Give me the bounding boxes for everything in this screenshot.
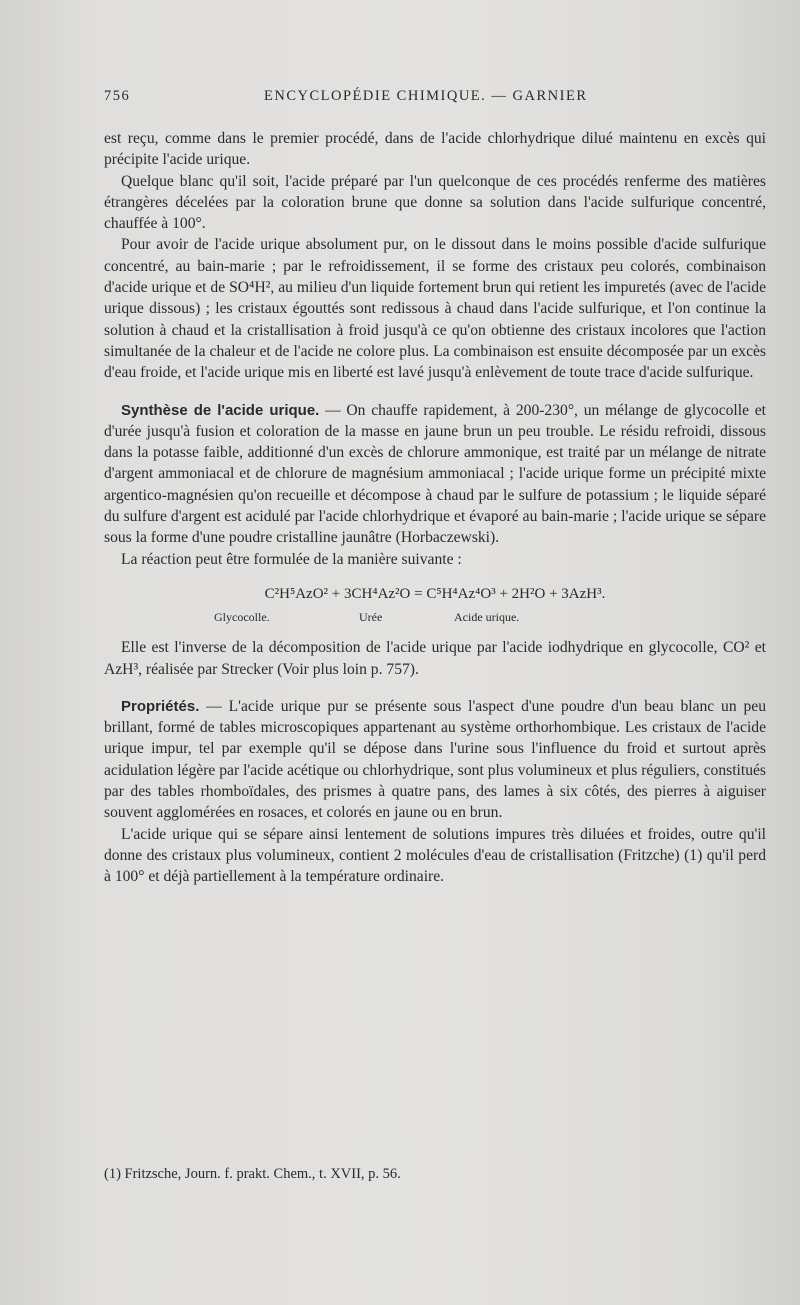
paragraph: Quelque blanc qu'il soit, l'acide préparé par l'un quelconque de ces procédés renferme des matières étrangères décelées par la coloration brune que donne sa solution dans l'acide sulfurique concentré, chauffée à 100°. [104,172,766,233]
equation-label: Acide urique. [454,610,520,625]
paragraph: L'acide urique qui se sépare ainsi lentement de solutions impures très diluées et froides, outre qu'il donne des cristaux plus volumineux, contient 2 molécules d'eau de cristallisation (Fritzche) (1) qu'il perd à 100° et déjà partiellement à la température ordinaire. [104,825,766,886]
main-text [104,128,766,888]
page-number: 756 [104,88,131,104]
footnote: (1) Fritzsche, Journ. f. prakt. Chem., t. XVII, p. 56. [104,1166,401,1182]
synthesis-section [104,400,766,549]
section-body: — L'acide urique pur se présente sous l'aspect d'une poudre d'un beau blanc un peu brillant, formé de tables microscopiques appartenant au système orthorhombique. Les cristaux de l'acide urique impur, tel par exemple qu'il se dépose dans l'urine sous l'influence du froid et surtout après acidulation légère par l'acide acétique ou chlorhydrique, sont plus volumineux et plus réguliers, constitués par des tables rhomboïdales, des prismes à quatre pans, des lames à six côtés, des pierres à aiguiser souvent agglomérées en rosaces, et colorés en jaune ou en brun. [104,697,766,822]
paragraph: Pour avoir de l'acide urique absolument pur, on le dissout dans le moins possible d'acide sulfurique concentré, au bain-marie ; par le refroidissement, il se forme des cristaux peu colorés, combinaison d'acide urique et de SO⁴H², au milieu d'un liquide fortement brun qui retient les impuretés (avec de l'acide urique dissous) ; les cristaux égouttés sont redissous à chaud dans l'acide sulfurique, et l'on continue la solution à chaud et la cristallisation à froid jusqu'à ce qu'on obtienne des cristaux incolores que l'action simultanée de la chaleur et de l'acide ne colore plus. La combinaison est ensuite décomposée par un excès d'eau froide, et l'acide urique mis en liberté est lavé jusqu'à enlèvement de toute trace d'acide sulfurique. [104,236,766,382]
section-title: Synthèse de l'acide urique. [121,401,320,419]
equation-labels [104,605,766,627]
properties-section [104,696,766,824]
paragraph: Elle est l'inverse de la décomposition de l'acide urique par l'acide iodhydrique en glycocolle, CO² et AzH³, réalisée par Strecker (Voir plus loin p. 757). [104,639,766,678]
equation-label: Urée [359,610,383,625]
section-title: Propriétés. [121,697,200,715]
chemical-equation: C²H⁵AzO² + 3CH⁴Az²O = C⁵H⁴Az⁴O³ + 2H²O + 3AzH³. [264,585,606,602]
paragraph: est reçu, comme dans le premier procédé, dans de l'acide chlorhydrique dilué maintenu en excès qui précipite l'acide urique. [104,130,766,169]
running-title: ENCYCLOPÉDIE CHIMIQUE. — GARNIER [264,88,588,104]
page-header [104,88,764,112]
paragraph: La réaction peut être formulée de la manière suivante : [121,550,462,568]
equation-label: Glycocolle. [214,610,270,625]
section-body: — On chauffe rapidement, à 200-230°, un mélange de glycocolle et d'urée jusqu'à fusion et coloration de la masse en jaune brun un peu trouble. Le résidu refroidi, dissous dans la potasse faible, additionné d'un excès de chlorure ammonique, est traité par un mélange de nitrate d'argent ammoniacal et de chlorure de magnésium ammoniacal ; l'acide urique forme un précipité mixte argentico-magnésien qu'on recueille et décompose à chaud par le sulfure de potassium ; le liquide séparé du sulfure d'argent est acidulé par l'acide chlorhydrique et évaporé au bain-marie ; l'acide urique se sépare sous la forme d'une poudre cristalline jaunâtre (Horbaczewski). [104,401,766,547]
